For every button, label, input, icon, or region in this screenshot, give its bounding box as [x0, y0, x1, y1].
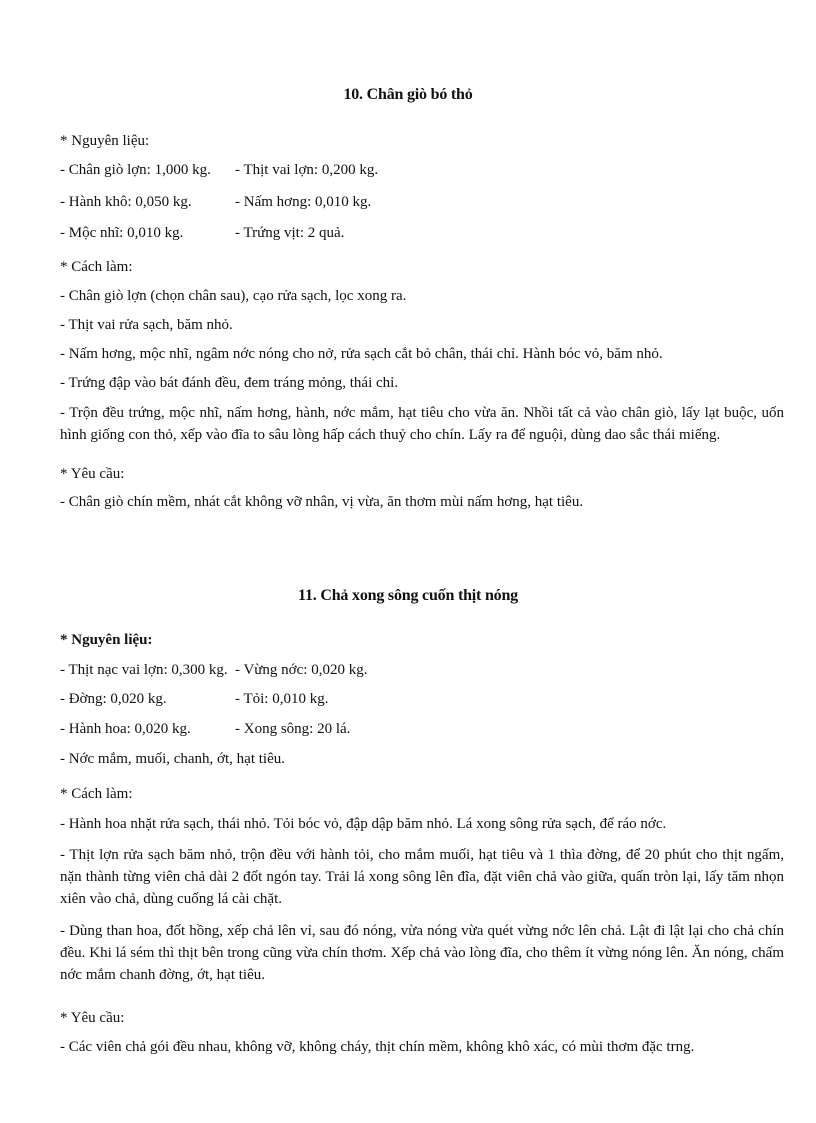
- ingredient-right: - Xong sông: 20 lá.: [235, 721, 351, 737]
- method-step: - Dùng than hoa, đốt hồng, xếp chả lên vỉ, sau đó nóng, vừa nóng vừa quét vừng nớc lên chả. Lật đi lật lại cho chả chín đều. Khi lá sém thì thịt bên trong cũng vừa chín thơm. Xếp chả vào lòng đĩa, cho thêm ít vừng nóng lên. Ăn nóng, chấm nớc mắm chanh đờng, ớt, hạt tiêu.: [60, 923, 784, 983]
- method-step: - Chân giò lợn (chọn chân sau), cạo rửa sạch, lọc xong ra.: [60, 288, 407, 304]
- method-step: - Nấm hơng, mộc nhĩ, ngâm nớc nóng cho nở, rửa sạch cắt bỏ chân, thái chỉ. Hành bóc vỏ, băm nhỏ.: [60, 346, 663, 362]
- ingredient-left: - Hành hoa: 0,020 kg.: [60, 721, 191, 737]
- section-2-title: 11. Chả xong sông cuốn thịt nóng: [298, 587, 518, 604]
- method-step: - Thịt vai rửa sạch, băm nhỏ.: [60, 317, 233, 333]
- method-step: - Trộn đều trứng, mộc nhĩ, nấm hơng, hành, nớc mắm, hạt tiêu cho vừa ăn. Nhồi tất cả vào chân giò, lấy lạt buộc, uốn hình giống con thỏ, xếp vào đĩa to sâu lòng hấp cách thuỷ cho chín. Lấy ra để nguội, dùng dao sắc thái miếng.: [60, 405, 784, 443]
- ingredient-left: - Mộc nhĩ: 0,010 kg.: [60, 225, 184, 241]
- section-1-title: 10. Chân giò bó thỏ: [343, 86, 473, 103]
- ingredient-extra: - Nớc mắm, muối, chanh, ớt, hạt tiêu.: [60, 751, 285, 767]
- method-step: - Trứng đập vào bát đánh đều, đem tráng mỏng, thái chỉ.: [60, 375, 399, 391]
- ingredient-left: - Đờng: 0,020 kg.: [60, 691, 167, 707]
- method-step: - Thịt lợn rửa sạch băm nhỏ, trộn đều với hành tỏi, cho mắm muối, hạt tiêu và 1 thìa đờng, để 20 phút cho thịt ngấm, nặn thành từng viên chả dài 2 đốt ngón tay. Trải lá xong sông lên đĩa, đặt viên chả vào giữa, quấn tròn lại, lấy tăm nhọn xiên vào chả, dùng cuống lá cài chặt.: [60, 847, 784, 907]
- section-2-method-heading: * Cách làm:: [60, 786, 133, 802]
- section-2-ingredients-heading: * Nguyên liệu:: [60, 632, 153, 648]
- section-1-method-heading: * Cách làm:: [60, 259, 133, 275]
- section-2-requirement: - Các viên chả gói đều nhau, không vỡ, không cháy, thịt chín mềm, không khô xác, có mùi thơm đặc trng.: [60, 1039, 695, 1055]
- method-step: - Hành hoa nhặt rửa sạch, thái nhỏ. Tỏi bóc vỏ, đập dập băm nhỏ. Lá xong sông rửa sạch, để ráo nớc.: [60, 816, 667, 832]
- ingredient-right: - Tỏi: 0,010 kg.: [235, 691, 329, 707]
- section-1-requirement-heading: * Yêu cầu:: [60, 466, 125, 482]
- ingredient-right: - Vừng nớc: 0,020 kg.: [235, 662, 368, 678]
- section-1-requirement: - Chân giò chín mềm, nhát cắt không vỡ nhân, vị vừa, ăn thơm mùi nấm hơng, hạt tiêu.: [60, 494, 584, 510]
- ingredient-right: - Trứng vịt: 2 quả.: [235, 225, 345, 241]
- ingredient-left: - Chân giò lợn: 1,000 kg.: [60, 162, 211, 178]
- section-1-ingredients-heading: * Nguyên liệu:: [60, 133, 150, 149]
- ingredient-right: - Thịt vai lợn: 0,200 kg.: [235, 162, 379, 178]
- ingredient-left: - Thịt nạc vai lợn: 0,300 kg.: [60, 662, 228, 678]
- ingredient-left: - Hành khô: 0,050 kg.: [60, 194, 192, 210]
- ingredient-right: - Nấm hơng: 0,010 kg.: [235, 194, 372, 210]
- section-2-requirement-heading: * Yêu cầu:: [60, 1010, 125, 1026]
